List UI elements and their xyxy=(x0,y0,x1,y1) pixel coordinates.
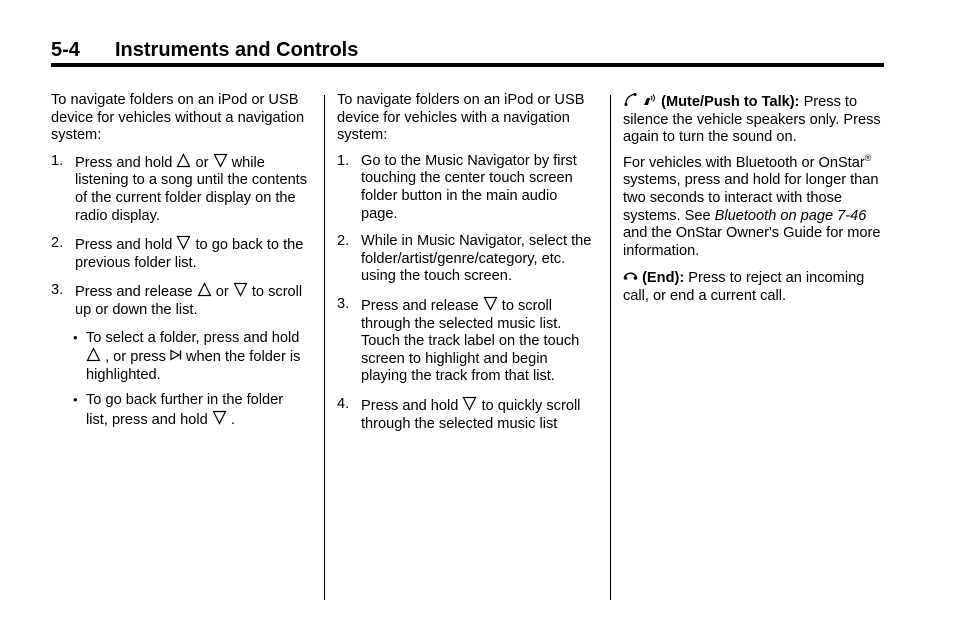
column-right xyxy=(623,92,885,314)
end-label: (End): xyxy=(642,270,685,287)
phone-mute-icon xyxy=(623,92,638,107)
up-triangle-icon xyxy=(176,153,191,168)
down-triangle-icon xyxy=(233,282,248,297)
step-3: 3. Press and release to scroll through the selected music list. Touch the track label on the touch screen to highlight and begin playing the track from that list. xyxy=(337,295,580,385)
end-call-icon xyxy=(623,268,638,283)
section-number: 5-4 xyxy=(51,39,80,61)
up-triangle-icon xyxy=(197,282,212,297)
step-3: 3. Press and release or to scroll up or down the list. xyxy=(51,282,303,318)
step-2: 2. While in Music Navigator, select the folder/artist/genre/category, etc. using the touch screen. xyxy=(337,233,592,285)
next-track-icon xyxy=(170,349,182,361)
column-divider xyxy=(324,95,325,600)
page-header xyxy=(51,39,884,67)
bluetooth-paragraph: For vehicles with Bluetooth or OnStar® systems, press and hold for longer than two seconds to interact with those systems. See Bluetooth on page 7-46 and the OnStar Owner's Guide for more information. xyxy=(623,152,881,259)
mute-paragraph: (Mute/Push to Talk): Press to silence the vehicle speakers only. Press again to turn the sound on. xyxy=(623,94,881,146)
down-triangle-icon xyxy=(213,153,228,168)
step-2: 2. Press and hold to go back to the previous folder list. xyxy=(51,235,304,271)
registered-mark: ® xyxy=(864,152,872,163)
mute-label: (Mute/Push to Talk): xyxy=(661,94,800,110)
up-triangle-icon xyxy=(86,347,101,362)
bullet-go-back: • To go back further in the folder list, press and hold . xyxy=(73,392,284,428)
down-triangle-icon xyxy=(212,410,227,425)
column-middle xyxy=(337,92,597,443)
step-4: 4. Press and hold to quickly scroll through the selected music list xyxy=(337,395,581,432)
down-triangle-icon xyxy=(462,396,477,411)
down-triangle-icon xyxy=(483,296,498,311)
section-title: Instruments and Controls xyxy=(115,39,359,61)
intro-text: To navigate folders on an iPod or USB device for vehicles without a navigation system: xyxy=(51,92,305,144)
bluetooth-page-reference: Bluetooth on page 7-46 xyxy=(714,207,867,224)
intro-text: To navigate folders on an iPod or USB device for vehicles with a navigation system: xyxy=(337,92,585,144)
step-1: 1. Press and hold or while listening to a song until the contents of the current folder display on the radio display. xyxy=(51,152,308,224)
bullet-select-folder: • To select a folder, press and hold , or press when the folder is highlighted. xyxy=(73,329,301,383)
push-to-talk-icon xyxy=(642,92,657,107)
end-paragraph: (End): Press to reject an incoming call, or end a current call. xyxy=(623,270,865,304)
down-triangle-icon xyxy=(176,235,191,250)
step-1: 1. Go to the Music Navigator by first touching the center touch screen folder button in the main audio page. xyxy=(337,152,577,222)
column-left xyxy=(51,92,309,438)
column-divider xyxy=(610,95,611,600)
header-rule xyxy=(51,63,884,67)
